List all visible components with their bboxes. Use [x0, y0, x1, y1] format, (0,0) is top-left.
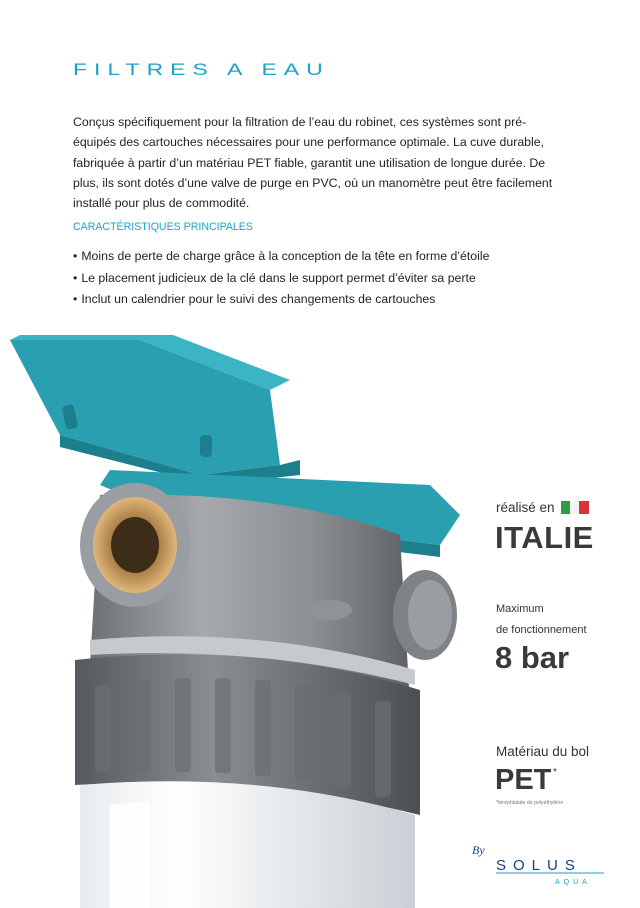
- bracket-shape: [10, 340, 280, 475]
- bowl-material-value: PET: [495, 764, 552, 796]
- bowl-material-asterisk: *: [553, 767, 557, 778]
- made-in-label: [496, 500, 589, 515]
- logo-by: By: [472, 843, 485, 857]
- pressure-label-1: Maximum: [496, 603, 544, 615]
- water-filter-image: [0, 335, 480, 908]
- bowl-material-label: Matériau du bol: [496, 744, 590, 759]
- intro-paragraph: Conçus spécifiquement pour la filtration de l’eau du robinet, ces systèmes sont pré-équipés des cartouches nécessaires pour une performance optimale. La cuve durable, fabriquée à partir d’un matériau PET fiable, garantit une utilisation de longue durée. De plus, ils sont dotés d’une valve de purge en PVC, où un manomètre peut être facilement installé pour plus de commodité.: [73, 115, 553, 211]
- country-value: ITALIE: [495, 520, 594, 555]
- bullet: •: [73, 270, 78, 285]
- bullet: •: [73, 292, 78, 306]
- pressure-value: 8 bar: [495, 640, 570, 675]
- feature-item: [73, 268, 489, 290]
- features-list: [73, 246, 489, 311]
- solus-aqua-logo: [470, 838, 620, 888]
- feature-text: Inclut un calendrier pour le suivi des changements de cartouches: [81, 292, 436, 306]
- made-in-text: réalisé en: [496, 500, 555, 515]
- feature-item: [73, 246, 489, 268]
- feature-text: Le placement judicieux de la clé dans le support permet d’éviter sa perte: [81, 270, 476, 285]
- feature-text: Moins de perte de charge grâce à la conception de la tête en forme d’étoile: [81, 249, 490, 263]
- pressure-label-2: de fonctionnement: [496, 624, 587, 636]
- logo-sub: AQUA: [555, 879, 591, 886]
- feature-item: [73, 289, 489, 311]
- page-title: FILTRES A EAU: [73, 60, 330, 79]
- features-heading: CARACTÉRISTIQUES PRINCIPALES: [73, 221, 253, 233]
- logo-name: SOLUS: [496, 857, 582, 874]
- italy-flag-icon: [561, 501, 589, 514]
- bowl-material-note: *téréphtalate de polyéthylène: [496, 800, 564, 806]
- bullet: •: [73, 249, 78, 263]
